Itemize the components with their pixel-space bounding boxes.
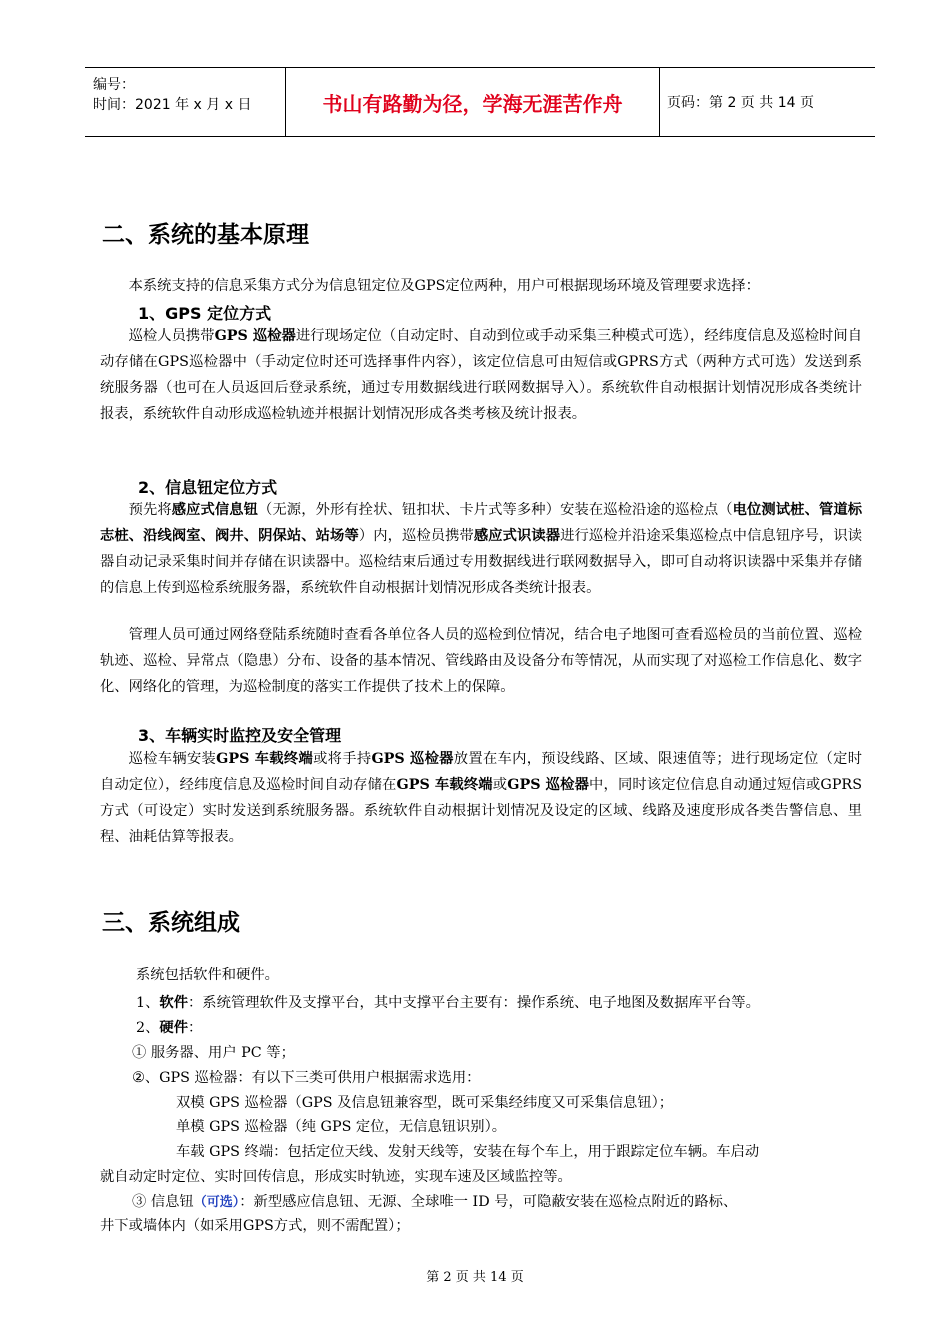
paragraph-management: 管理人员可通过网络登陆系统随时查看各单位各人员的巡检到位情况，结合电子地图可查看巡检员的当前位置、巡检轨迹、巡检、异常点（隐患）分布、设备的基本情况、管线路由及设备分布等情况，从而实现了对巡检工作信息化、数字化、网络化的管理，为巡检制度的落实工作提供了技术上的保障。 — [100, 627, 862, 695]
composition-line-vehicle-a: 车载 GPS 终端：包括定位天线、发射天线等，安装在每个车上，用于跟踪定位车辆。车启动 — [176, 1144, 760, 1160]
composition-line-dual-mode: 双模 GPS 巡检器（GPS 及信息钮兼容型，既可采集经纬度又可采集信息钮）； — [176, 1095, 674, 1111]
composition-line-server: ① 服务器、用户 PC 等； — [132, 1045, 295, 1061]
subsection-title-vehicle: 3、车辆实时监控及安全管理 — [138, 726, 342, 745]
header-page-info: 页码：第 2 页 共 14 页 — [667, 95, 814, 111]
composition-line-gps-patroller: ②、GPS 巡检器：有以下三类可供用户根据需求选用： — [132, 1070, 481, 1086]
composition-line-vehicle-b: 就自动定时定位、实时回传信息，形成实时轨迹，实现车速及区域监控等。 — [100, 1169, 572, 1185]
header-motto: 书山有路勤为径，学海无涯苦作舟 — [286, 68, 660, 136]
page-header — [85, 67, 875, 137]
number-label: 编号： — [93, 77, 135, 93]
composition-line-info-button-b: 井下或墙体内（如采用GPS方式，则不需配置）； — [100, 1218, 410, 1234]
paragraph-gps: 巡检人员携带GPS 巡检器进行现场定位（自动定时、自动到位或手动采集三种模式可选），经纬度信息及巡检时间自动存储在GPS巡检器中（手动定位时还可选择事件内容），该定位信息可由短信或GPRS方式（两种方式可选）发送到系统服务器（也可在人员返回后登录系统，通过专用数据线进行联网数据导入）。系统软件自动根据计划情况形成各类统计报表，系统软件自动形成巡检轨迹并根据计划情况形成各类考核及统计报表。 — [100, 328, 862, 422]
composition-line-software: 1、软件：系统管理软件及支撑平台，其中支撑平台主要有：操作系统、电子地图及数据库平台等。 — [136, 995, 760, 1011]
section2-intro: 本系统支持的信息采集方式分为信息钮定位及GPS定位两种，用户可根据现场环境及管理要求选择： — [128, 278, 760, 294]
section-title-principle: 二、系统的基本原理 — [102, 222, 309, 248]
date-label: 时间：2021 年 x 月 x 日 — [93, 97, 252, 113]
header-meta-cell — [85, 68, 286, 136]
optional-tag: （可选） — [193, 1195, 240, 1210]
subsection-title-button: 2、信息钮定位方式 — [138, 478, 278, 497]
subsection-title-gps: 1、GPS 定位方式 — [138, 304, 272, 323]
term-gps-patroller: GPS 巡检器 — [214, 328, 296, 344]
paragraph-button: 预先将感应式信息钮（无源，外形有拴状、钮扣状、卡片式等多种）安装在巡检沿途的巡检点（电位测试桩、管道标志桩、沿线阀室、阀井、阴保站、站场等）内，巡检员携带感应式识读器进行巡检并沿途采集巡检点中信息钮序号，识读器自动记录采集时间并存储在识读器中。巡检结束后通过专用数据线进行联网数据导入，即可自动将识读器中采集并存储的信息上传到巡检系统服务器，系统软件自动根据计划情况形成各类统计报表。 — [100, 502, 863, 596]
composition-line-hardware: 2、硬件： — [136, 1020, 203, 1036]
section-title-composition: 三、系统组成 — [102, 910, 240, 936]
composition-line-info-button: ③ 信息钮（可选）：新型感应信息钮、无源、全球唯一 ID 号，可隐蔽安装在巡检点附近的路标、 — [132, 1194, 738, 1210]
page-footer: 第 2 页 共 14 页 — [426, 1270, 524, 1285]
paragraph-vehicle: 巡检车辆安装GPS 车载终端或将手持GPS 巡检器放置在车内，预设线路、区域、限速值等；进行现场定位（定时自动定位），经纬度信息及巡检时间自动存储在GPS 车载终端或GPS 巡检器中，同时该定位信息自动通过短信或GPRS方式（可设定）实时发送到系统服务器。系统软件自动根据计划情况及设定的区域、线路及速度形成各类告警信息、里程、油耗估算等报表。 — [100, 751, 863, 845]
composition-line-1: 系统包括软件和硬件。 — [136, 967, 279, 983]
composition-line-single-mode: 单模 GPS 巡检器（纯 GPS 定位，无信息钮识别）。 — [176, 1119, 507, 1135]
